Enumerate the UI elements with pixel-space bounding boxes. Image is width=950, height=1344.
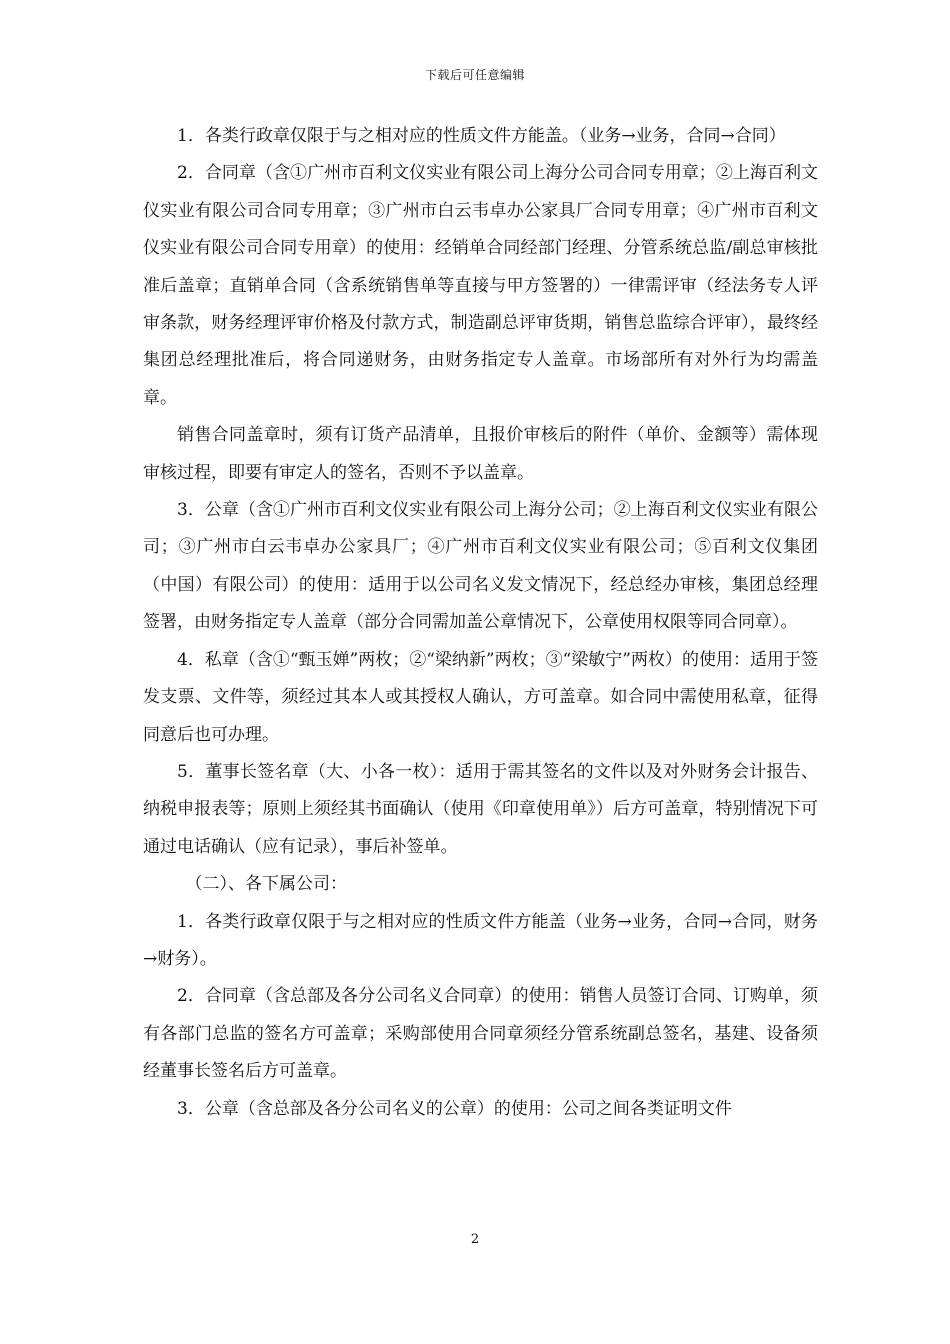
paragraph-subsidiary-contract-seal: 2．合同章（含总部及各分公司名义合同章）的使用：销售人员签订合同、订购单，须有各部门总监的签名方可盖章；采购部使用合同章须经分管系统副总签名，基建、设备须经董事长签名后方可盖章。	[143, 986, 818, 1082]
page-number: 2	[470, 1232, 480, 1247]
paragraph-subsidiary-official-seal: 3．公章（含总部及各分公司名义的公章）的使用：公司之间各类证明文件	[177, 1098, 732, 1119]
paragraph-private-seal: 4．私章（含①“甄玉婵”两枚；②“梁纳新”两枚；③“梁敏宁”两枚）的使用：适用于签发支票、文件等，须经过其本人或其授权人确认，方可盖章。如合同中需使用私章，征得同意后也可办理。	[143, 649, 818, 745]
paragraph-admin-seal-rule: 1．各类行政章仅限于与之相对应的性质文件方能盖。（业务→业务，合同→合同）	[177, 126, 786, 146]
page-header: 下载后可任意编辑	[424, 68, 525, 82]
paragraph-official-seal: 3．公章（含①广州市百利文仪实业有限公司上海分公司；②上海百利文仪实业有限公司；③广州市白云韦卓办公家具厂；④广州市百利文仪实业有限公司；⑤百利文仪集团（中国）有限公司）的使用：适用于以公司名义发文情况下，经总经办审核，集团总经理签署，由财务指定专人盖章（部分合同需加盖公章情况下，公章使用权限等同合同章）。	[143, 500, 818, 633]
paragraph-sales-contract-stamping: 销售合同盖章时，须有订货产品清单，且报价审核后的附件（单价、金额等）需体现审核过程，即要有审定人的签名，否则不予以盖章。	[143, 425, 818, 483]
section-heading-subsidiaries: （二）、各下属公司：	[185, 874, 347, 895]
paragraph-contract-seal: 2．合同章（含①广州市百利文仪实业有限公司上海分公司合同专用章；②上海百利文仪实业有限公司合同专用章；③广州市白云韦卓办公家具厂合同专用章；④广州市百利文仪实业有限公司合同专用章）的使用：经销单合同经部门经理、分管系统总监/副总审核批准后盖章；直销单合同（含系统销售单等直接与甲方签署的）一律需评审（经法务专人评审条款，财务经理评审价格及付款方式，制造副总评审货期，销售总监综合评审），最终经集团总经理批准后，将合同递财务，由财务指定专人盖章。市场部所有对外行为均需盖章。	[143, 163, 818, 408]
paragraph-subsidiary-admin-seal: 1．各类行政章仅限于与之相对应的性质文件方能盖（业务→业务，合同→合同，财务→财务）。	[143, 911, 818, 969]
paragraph-chairman-signature-seal: 5．董事长签名章（大、小各一枚）：适用于需其签名的文件以及对外财务会计报告、纳税申报表等；原则上须经其书面确认（使用《印章使用单》）后方可盖章，特别情况下可通过电话确认（应有记录），事后补签单。	[143, 761, 818, 857]
document-body	[143, 118, 818, 1128]
